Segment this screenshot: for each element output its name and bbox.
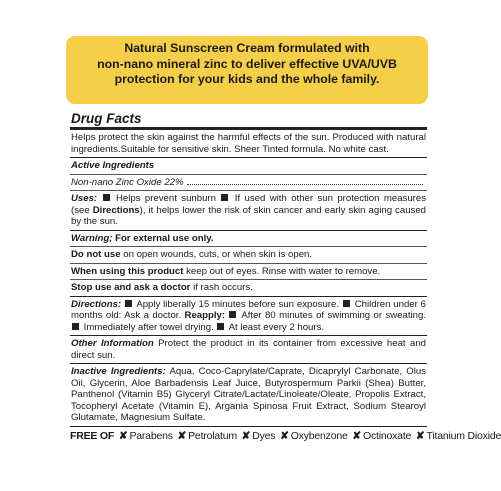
directions-text-3: After 80 minutes of swimming or sweating.	[241, 310, 426, 321]
bullet-square-icon	[125, 300, 132, 307]
cross-mark-icon: ✘	[241, 429, 251, 442]
uses-text-3: ), it helps lower the risk of skin cancer and early skin aging caused by the sun.	[71, 204, 426, 227]
free-of-row	[70, 427, 501, 443]
stop-use-section	[70, 280, 427, 296]
directions-text-2: Children under 6 months old: Ask a doctor.	[71, 298, 427, 321]
inactive-ingredients-section	[70, 364, 427, 426]
directions-section	[70, 297, 427, 336]
active-ingredients-heading: Active Ingredients	[71, 160, 155, 171]
directions-text-5: At least every 2 hours.	[228, 321, 325, 333]
free-of-item: Oxybenzone	[290, 429, 348, 442]
stop-use-heading: Stop use and ask a doctor	[71, 282, 191, 293]
drug-facts-title: Drug Facts	[71, 111, 142, 126]
banner-line-2: non-nano mineral zinc to deliver effective UVA/UVB	[97, 56, 397, 71]
reapply-label: Reapply:	[184, 310, 226, 321]
stop-use-text: if rash occurs.	[193, 282, 253, 293]
uses-section	[70, 191, 427, 230]
bullet-square-icon	[103, 194, 110, 201]
cross-mark-icon: ✘	[415, 429, 425, 442]
warnings-section	[70, 231, 427, 247]
cross-mark-icon: ✘	[280, 429, 289, 442]
when-using-text: keep out of eyes. Rinse with water to remove.	[186, 265, 381, 277]
uses-directions-ref: Directions	[92, 204, 140, 216]
directions-text-1: Apply liberally 15 minutes before sun exposure.	[136, 298, 339, 310]
bullet-square-icon	[229, 311, 236, 318]
bullet-square-icon	[343, 300, 350, 307]
when-using-heading: When using this product	[71, 265, 184, 277]
directions-text-4: Immediately after towel drying.	[83, 321, 214, 333]
banner-line-1: Natural Sunscreen Cream formulated with	[124, 41, 370, 55]
free-of-item: Petrolatum	[188, 429, 237, 442]
other-info-heading: Other Information	[71, 338, 154, 349]
free-of-label: FREE OF	[70, 429, 115, 442]
uses-text-1: Helps prevent sunburn	[115, 193, 216, 204]
free-of-item: Titanium Dioxide	[426, 429, 501, 442]
when-using-section	[70, 264, 427, 280]
cross-mark-icon: ✘	[352, 429, 361, 442]
dot-leader	[187, 183, 423, 185]
warnings-heading: Warning;	[71, 232, 113, 244]
warnings-text: For external use only.	[115, 232, 214, 244]
active-ingredient: Non-nano Zinc Oxide 22%	[71, 176, 184, 188]
claim-banner	[66, 36, 428, 104]
banner-line-3: protection for your kids and the whole family.	[114, 72, 380, 86]
other-info-section	[70, 336, 427, 363]
directions-heading: Directions:	[71, 298, 122, 310]
active-ingredient-row	[70, 175, 427, 191]
bullet-square-icon	[72, 323, 79, 330]
do-not-use-section	[70, 247, 427, 263]
uses-heading: Uses:	[71, 193, 98, 204]
inactive-ingredients-heading: Inactive Ingredients:	[71, 366, 166, 377]
do-not-use-heading: Do not use	[71, 249, 121, 260]
bullet-square-icon	[217, 323, 224, 330]
free-of-item: Parabens	[129, 429, 173, 442]
bullet-square-icon	[221, 194, 228, 201]
inactive-ingredients-text: Aqua, Coco-Caprylate/Caprate, Dicaprylyl Carbonate, Olus Oil, Glycerin, Aloe Barbadensis Leaf Juice, Butyrospermum Parkii (Shea) Butter, Panthenol (Vitamin B5) Glyceryl Citrate/Lactate/Linoleate/Oleate, Propolis Extract, Tocopheryl Acetate (Vitamin E), Argania Spinosa Fruit Extract, Sodium Stearoyl Glutamate, Magnesium Sulfate.	[71, 366, 427, 423]
other-info-text: Protect the product in its container from excessive heat and direct sun.	[71, 338, 426, 361]
intro-text: Helps protect the skin against the harmful effects of the sun. Produced with natural ingredients.Suitable for sensitive skin. Sheer Tinted formula. No white cast.	[71, 132, 426, 155]
free-of-item: Dyes	[252, 429, 276, 442]
do-not-use-text: on open wounds, cuts, or when skin is open.	[123, 249, 313, 260]
uses-text-2: If used with other sun protection measures (see	[71, 193, 426, 216]
cross-mark-icon: ✘	[177, 429, 187, 442]
free-of-item: Octinoxate	[362, 429, 412, 442]
drug-facts-panel	[70, 111, 501, 483]
cross-mark-icon: ✘	[118, 429, 128, 442]
